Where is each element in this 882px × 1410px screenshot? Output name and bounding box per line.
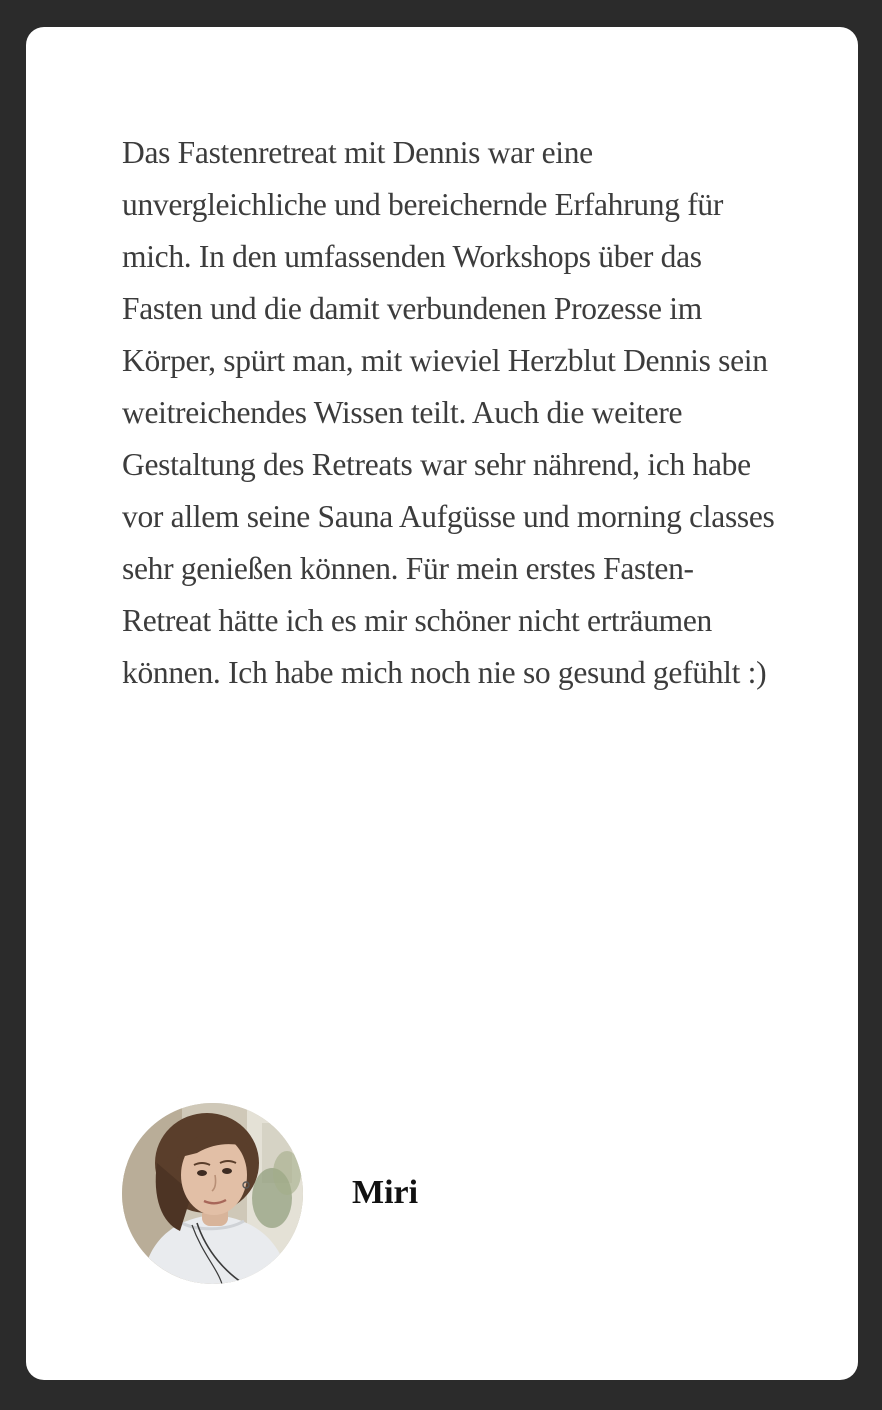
author-name: Miri <box>352 1174 419 1211</box>
testimonial-author <box>122 1103 762 1284</box>
portrait-photo-icon <box>122 1103 303 1284</box>
testimonial-quote: Das Fastenretreat mit Dennis war eine unvergleichliche und bereichernde Erfahrung für mich. In den umfassenden Workshops über das Fasten und die damit verbundenen Prozesse im Körper, spürt man, mit wieviel Herzblut Dennis sein weitreichendes Wissen teilt. Auch die weitere Gestaltung des Retreats war sehr nährend, ich habe vor allem seine Sauna Aufgüsse und morning classes sehr genießen können. Für mein erstes Fasten-Retreat hätte ich es mir schöner nicht erträumen können. Ich habe mich noch nie so gesund gefühlt :) <box>122 135 775 690</box>
testimonial-card <box>26 27 858 1380</box>
avatar <box>122 1103 303 1284</box>
